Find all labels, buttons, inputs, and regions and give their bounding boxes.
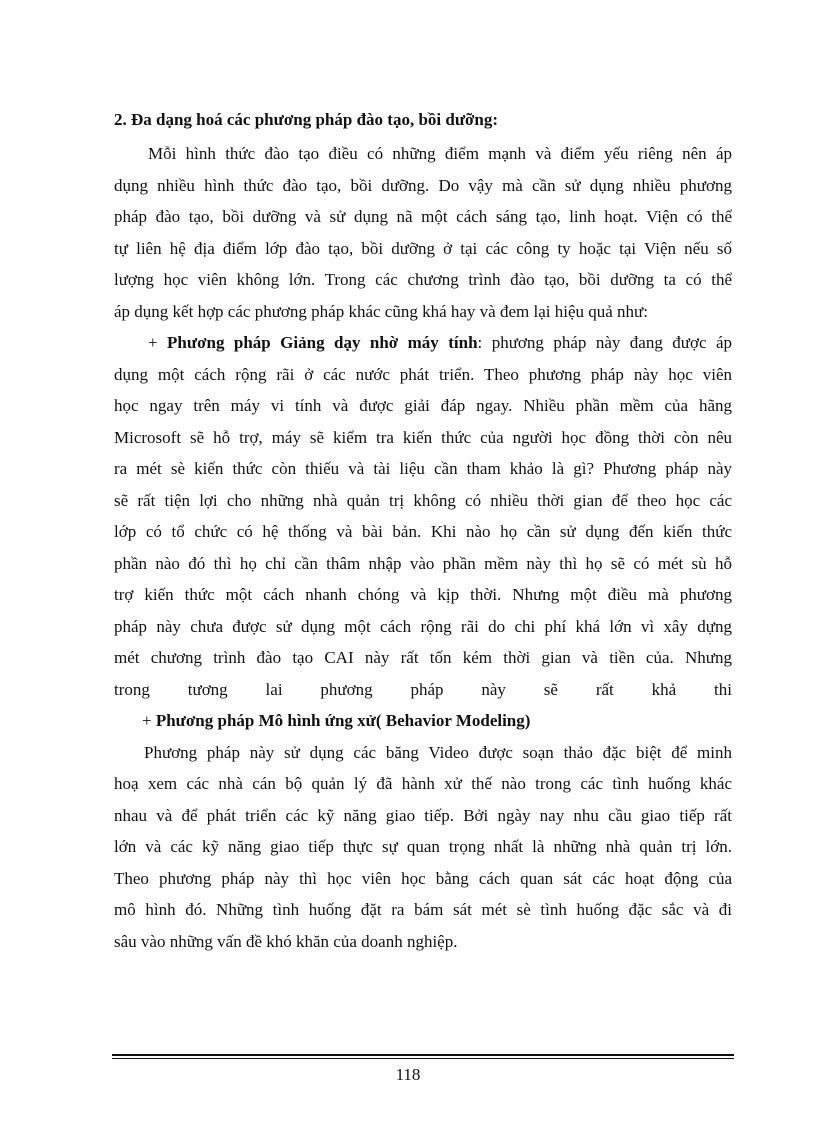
footer-rule: [112, 1054, 734, 1059]
text-line: Mỗi hình thức đào tạo điều có những điểm mạnh và điểm yếu riêng nên áp: [148, 144, 732, 163]
section-heading: 2. Đa dạng hoá các phương pháp đào tạo, bồi dưỡng:: [114, 110, 499, 129]
text-line: nhau và để phát triển các kỹ năng giao tiếp. Bởi ngày nay nhu cầu giao tiếp rất: [114, 805, 732, 825]
text-line: phần nào đó thì họ chỉ cần thâm nhập vào phần mềm này thì họ sẽ có mét sù hỗ: [114, 553, 732, 573]
text-line: lớn và các kỹ năng giao tiếp thực sự quan trọng nhất là những nhà quản trị lớn.: [114, 837, 732, 856]
text-line: pháp này chưa được sử dụng một cách rộng rãi do chi phí khá lớn vì xây dựng: [114, 616, 732, 636]
method-computer-intro: : phương pháp này đang được áp: [477, 333, 733, 352]
text-line: tự liên hệ địa điểm lớp đào tạo, bồi dưỡng ở tại các công ty hoặc tại Viện nếu số: [114, 238, 732, 258]
method-behavior-title: Phương pháp Mô hình ứng xử( Behavior Modeling): [155, 711, 531, 730]
footer-rule-thin: [112, 1058, 734, 1059]
text-line: mô hình đó. Những tình huống đặt ra bám sát mét sè tình huống đặc sắc và đi: [114, 900, 732, 919]
text-line: trong tương lai phương pháp này sẽ rất khả thi: [114, 679, 732, 699]
method-computer-paragraph: [114, 327, 732, 705]
text-line: Phương pháp này sử dụng các băng Video được soạn thảo đặc biệt để minh: [144, 742, 732, 762]
method-computer-first-line: [114, 327, 732, 359]
text-line: dụng nhiều hình thức đào tạo, bồi dưỡng. Do vậy mà cần sử dụng nhiều phương: [114, 175, 732, 195]
footer-rule-thick: [112, 1054, 734, 1056]
text-line: trợ kiến thức một cách nhanh chóng và kịp thời. Nhưng một điều mà phương: [114, 585, 732, 604]
text-line: hoạ xem các nhà cán bộ quản lý đã hành xử thế nào trong các tình huống khác: [114, 774, 732, 793]
text-line: Theo phương pháp này thì học viên học bằng cách quan sát các hoạt động của: [114, 868, 732, 888]
text-line: học ngay trên máy vi tính và được giải đáp ngay. Nhiều phần mềm của hãng: [114, 396, 732, 415]
text-line: sâu vào những vấn đề khó khăn của doanh nghiệp.: [114, 931, 458, 951]
method-computer-title: Phương pháp Giảng dạy nhờ máy tính: [167, 333, 478, 352]
text-line: lớp có tổ chức có hệ thống và bài bản. Khi nào họ cần sử dụng đến kiến thức: [114, 522, 732, 541]
page-content: [114, 108, 732, 957]
method-behavior-paragraph: [114, 705, 732, 957]
text-line: lượng học viên không lớn. Trong các chương trình đào tạo, bồi dưỡng ta có thể: [114, 270, 732, 289]
text-line: sẽ rất tiện lợi cho những nhà quản trị không có nhiều thời gian để theo học các: [114, 490, 732, 510]
method-bullet: +: [148, 333, 168, 352]
intro-paragraph: [114, 138, 732, 327]
text-line: dụng một cách rộng rãi ở các nước phát triển. Theo phương pháp này học viên: [114, 364, 732, 384]
method-behavior-title-line: [114, 705, 732, 737]
text-line: mét chương trình đào tạo CAI này rất tốn kém thời gian và tiền của. Nhưng: [114, 648, 732, 667]
method-bullet: +: [142, 711, 156, 730]
text-line: ra mét sè kiến thức còn thiếu và tài liệu cần tham khảo là gì? Phương pháp này: [114, 459, 732, 478]
text-line: Microsoft sẽ hỗ trợ, máy sẽ kiểm tra kiến thức của người học đồng thời còn nêu: [114, 427, 732, 447]
text-line: pháp đào tạo, bồi dưỡng và sử dụng nã một cách sáng tạo, linh hoạt. Viện có thể: [114, 207, 732, 226]
page-number: 118: [395, 1065, 421, 1084]
text-line: áp dụng kết hợp các phương pháp khác cũng khá hay và đem lại hiệu quả như:: [114, 301, 648, 321]
